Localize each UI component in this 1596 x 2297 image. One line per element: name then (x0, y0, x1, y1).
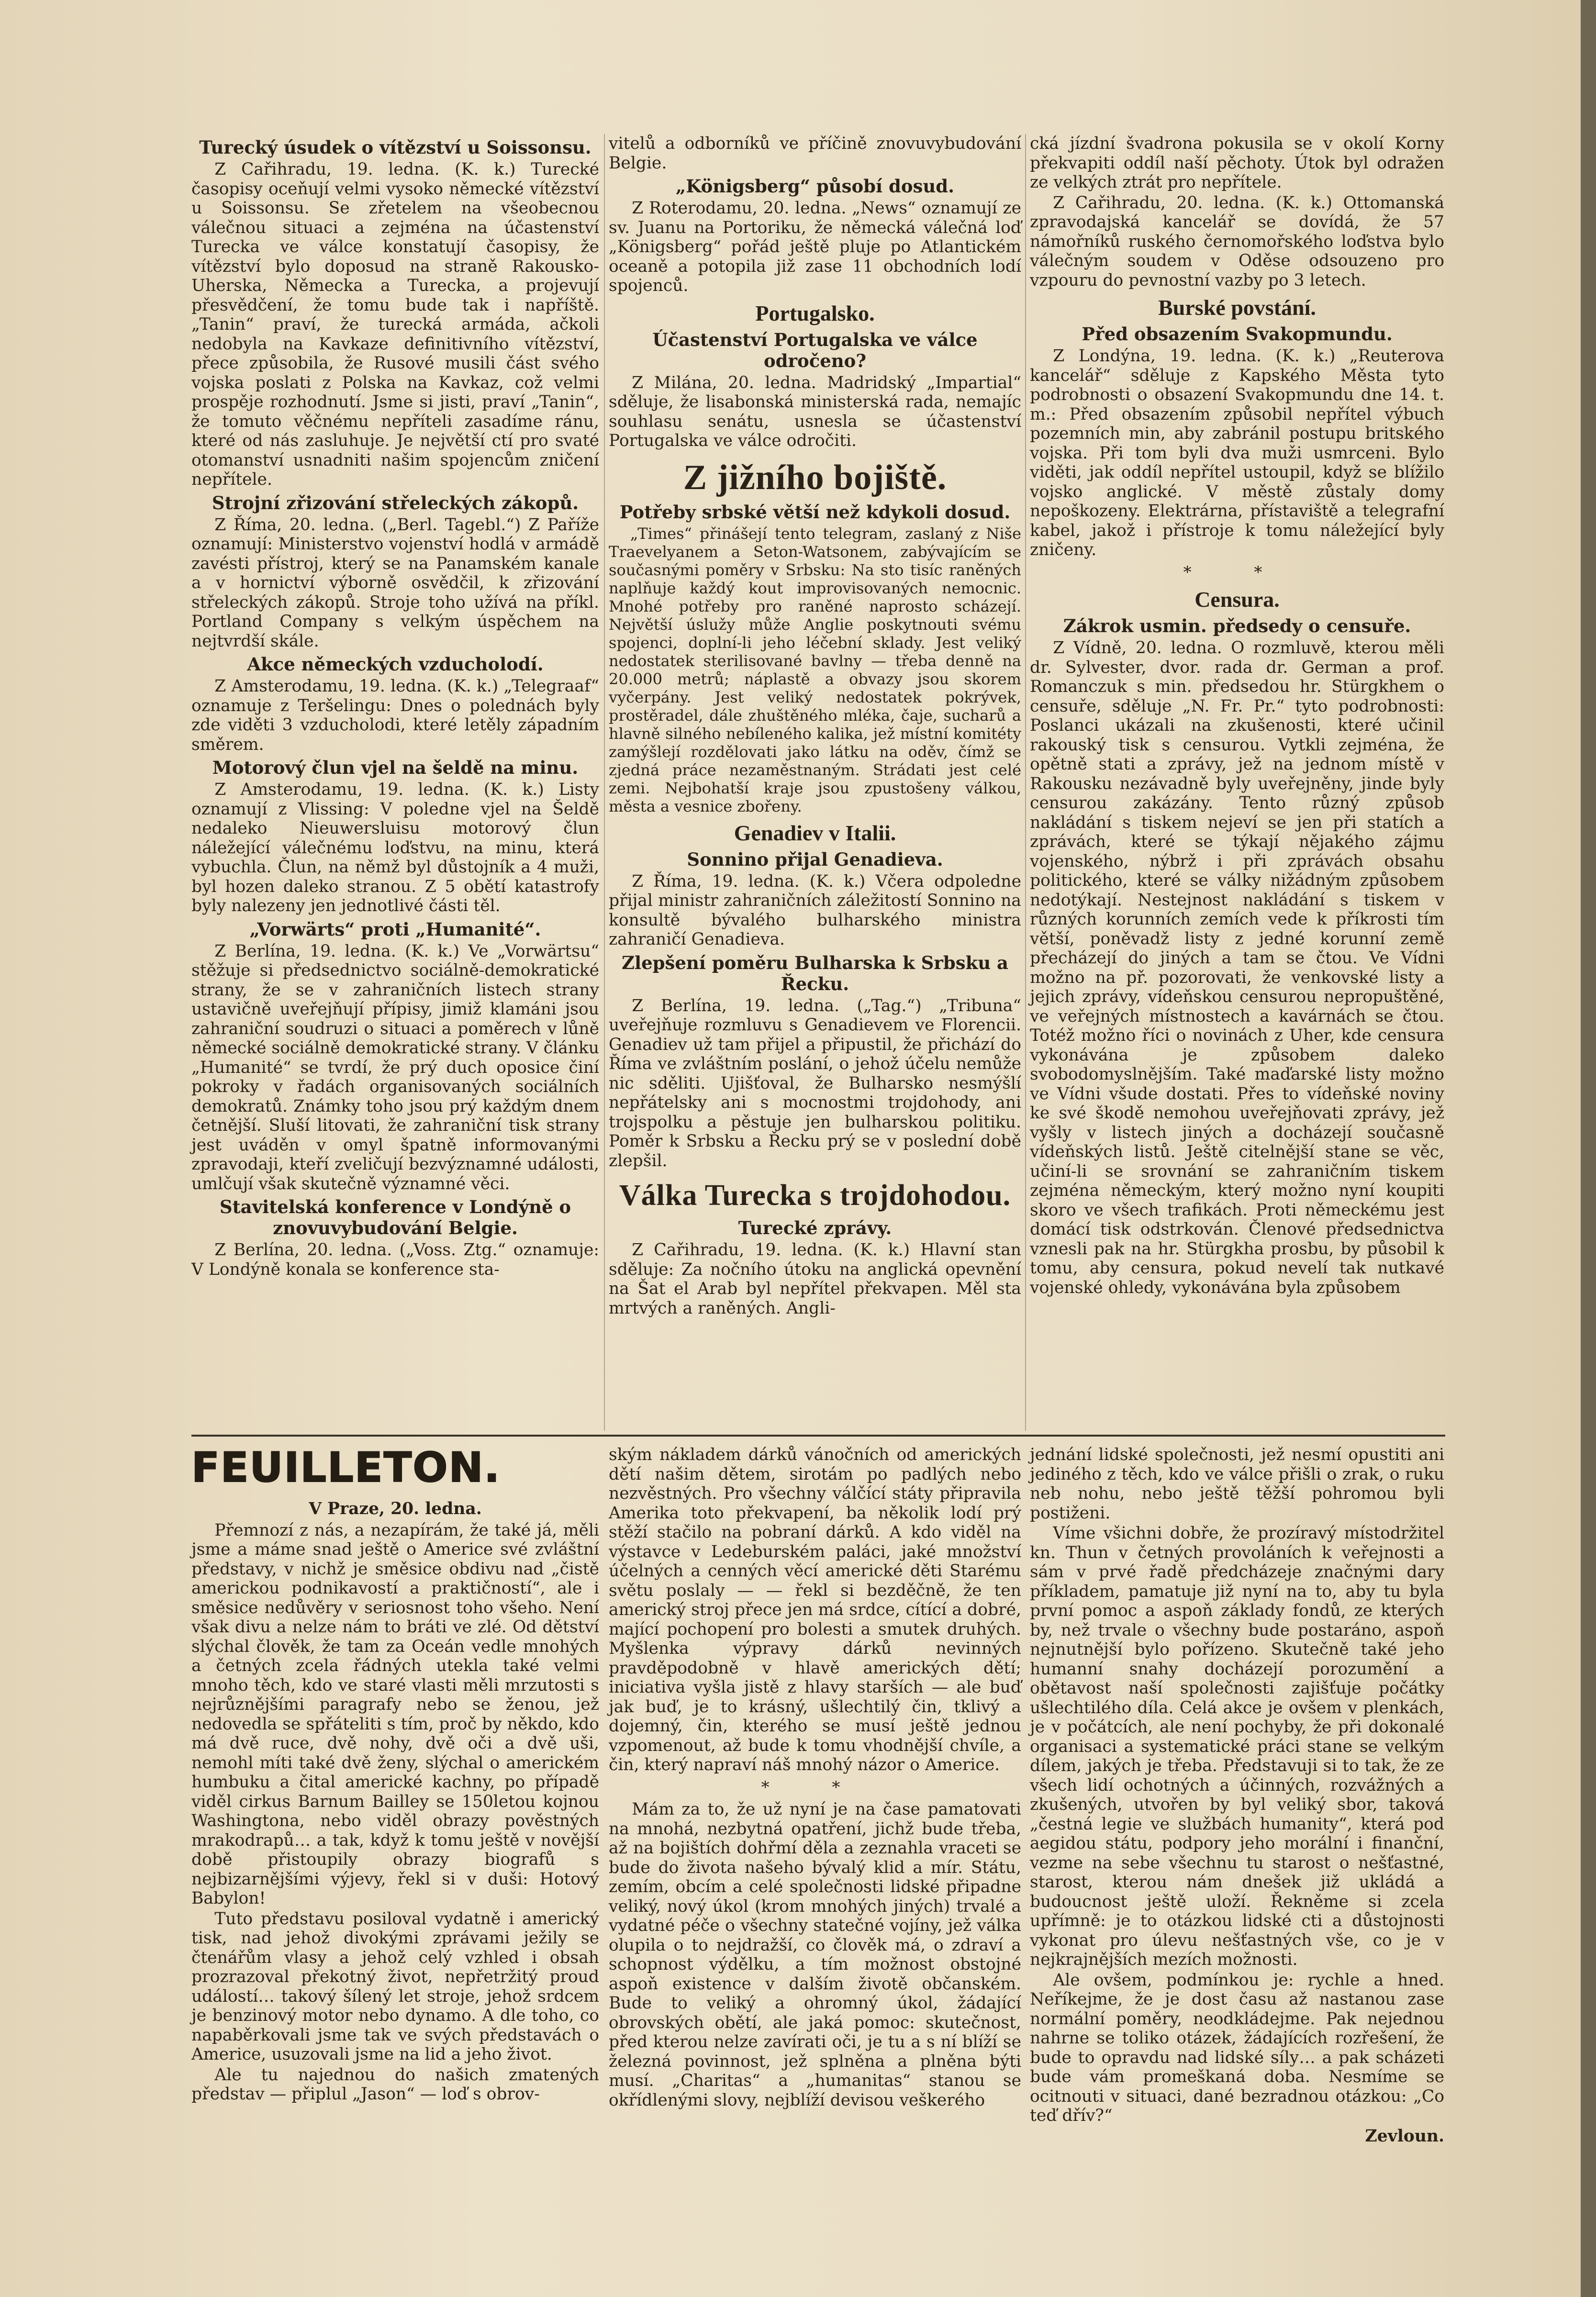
subheadline-genadiev: Sonnino přijal Genadieva. (687, 848, 943, 870)
headline-vorwarts: „Vorwärts“ proti „Humanité“. (249, 918, 541, 940)
feuilleton-para-7: Víme všichni dobře, že prozíravý místodržitel kn. Thun v četných provoláních k veřejnosti a sám v prvé řadě předcházeje značnými dary příkladem, pamatuje již nyní na to, aby tu byla první pomoc a aspoň základy fondů, ze kterých by, než trvale o všechny bude postaráno, aspoň nejnutnější bylo pořízeno. Skutečně také jeho humanní snahy docházejí porozumění a obětavost naší společnosti zajišťuje počátky ušlechtilého díla. Celá akce je ovšem v plenkách, je v počátcích, ale není pochyby, že při dokonalé organisaci a systematické práci stane se velkým dílem, jakých je třeba. Představuji si to tak, že ze všech lidí ochotných a účinných, rozvážných a zkušených, utvořen by byl veliký sbor, taková „čestná legie ve službách humanity“, která pod aegidou státu, podpory jeho morální i finanční, vezme na sebe všechnu tu starost o nešťastné, starost, kterou nám dnešek již ukládá a budoucnost ještě uloží. Řekněme si zcela upřímně: je to otázkou lidské cti a důstojnosti vykonat pro úlevu nešťastných vše, co je v nejkrajnějších mezích možnosti. (1030, 1524, 1444, 1969)
section-turkey-war: Válka Turecka s trojdohodou. (619, 1179, 1011, 1212)
feuilleton-para-5: Mám za to, že už nyní je na čase pamatovati na mnohá, nezbytná opatření, jichž bude třeba, až na bojištích dohřmí děla a zeznahla vraceti se bude do života našeho bývalý klid a mír. Státu, zemím, obcím a celé společnosti lidské připadne veliký, nový úkol (krom mnohých jiných) trvalé a vydatné péče o všechny statečné vojíny, jež válka olupila o to nejdražší, co člověk má, o zdraví a schopnost výdělku, a tím možnost obstojné aspoň existence v dalším životě občanském. Bude to veliký a ohromný úkol, žádající obrovských obětí, ale jaká pomoc: skutečnost, před kterou nelze zavírati oči, je tu a s ní blíží se železná povinnost, jež splněna a plněna býti musí. „Charitas“ a „humanitas“ stanou se okřídlenými slovy, nejblíží devisou veškerého (609, 1800, 1021, 2110)
feuilleton-para-8: Ale ovšem, podmínkou je: rychle a hned. Neříkejme, že je dost času až nastanou zase normální poměry, neodkládejme. Pak nejednou nahrne se toliko otázek, žádajících rozřešení, že bude to opravdu nad lidské síly… a pak scházeti bude vám promeškaná doba. Nesmíme se ocitnouti v situaci, dané bezradnou otázkou: „Co teď dřív?“ (1030, 1970, 1444, 2125)
article-portugal: Z Milána, 20. ledna. Madridský „Impartial“ sděluje, že lisabonská ministerská rada, nemajíc souhlasu senátu, usnesla se účastenství Portugalska ve válce odročiti. (609, 373, 1021, 450)
subheadline-portugal: Účastenství Portugalska ve válce odročeno? (652, 329, 978, 371)
article-turkish-reports: Z Cařihradu, 19. ledna. (K. k.) Hlavní stan sděluje: Za nočního útoku na anglická opevnění na Šat el Arab byl nepřítel překvapen. Měl sta mrtvých a raněných. Angli- (609, 1240, 1021, 1318)
article-cavalry: cká jízdní švadrona pokusila se v okolí Korny překvapiti oddíl naší pěchoty. Útok byl odražen ze velkých ztrát pro nepřítele. (1030, 134, 1444, 192)
feuilleton-rule (191, 1435, 1445, 1437)
headline-turkish-opinion: Turecký úsudek o vítězství u Soissonsu. (199, 137, 592, 158)
article-turkish-opinion: Z Cařihradu, 19. ledna. (K. k.) Turecké časopisy oceňují velmi vysoko německé vítězství u Soissonsu. Se zřetelem na všeobecnou válečnou situaci a zejména na účastenství Turecka ve válce konstatují časopisy, že vítězství bylo doposud na straně Rakousko-Uherska, Německa a Turecka, a projevují přesvědčení, že tomu bude tak i napříště. „Tanin“ praví, že turecká armáda, ačkoli nedobyla na Kavkaze definitivního vítězství, přece způsobila, že Rusové musili část svého vojska poslati z Polska na Kavkaz, což velmi prospěje rozhodnutí. Jsme si jisti, praví „Tanin“, že tomuto věčnému nepříteli zasadíme ránu, které od nás zasluhuje. Je největší ctí pro svaté otomanství usnadniti našim spojencům zničení nepřítele. (191, 160, 599, 489)
feuilleton-title: FEUILLETON. (191, 1444, 501, 1492)
headline-london-conference: Stavitelská konference v Londýně o znovuvybudování Belgie. (219, 1196, 571, 1238)
headline-boer-uprising: Burské povstání. (1158, 295, 1316, 320)
article-konigsberg: Z Roterodamu, 20. ledna. „News“ oznamují ze sv. Juanu na Portoriku, že německá válečná loď „Königsberg“ pořád ještě pluje po Atlantickém oceaně a potopila již zase 11 obchodních lodí spojenců. (609, 199, 1021, 295)
section-southern-front: Z jižního bojiště. (683, 457, 947, 497)
headline-zeppelins: Akce německých vzducholodí. (247, 654, 544, 675)
article-vorwarts: Z Berlína, 19. ledna. (K. k.) Ve „Vorwärtsu“ stěžuje si předsednictvo sociálně-demokratické strany, že se v zahraničních listech strany ustavičně uveřejňují přípisy, jimiž klamáni jsou zahraniční soudruzi o situaci a poměrech v lůně německé sociálně demokratické strany. V článku „Humanité“ se tvrdí, že prý duch oposice činí pokroky v řadách organisovaných sociálních demokratů. Známky toho jsou prý každým dnem četnější. Sluší litovati, že zahraniční tisk strany jest uváděn v omyl špatně informovanými zpravodaji, kteří zveličují bezvýznamné události, umlčují však skutečně významné věci. (191, 941, 599, 1193)
article-boer-uprising: Z Londýna, 19. ledna. (K. k.) „Reuterova kancelář“ sděluje z Kapského Města tyto podrobnosti o obsazení Svakopmundu dne 14. t. m.: Před obsazením způsobil nepřítel výbuch pozemních min, aby zabránil postupu britského vojska. Při tom byli dva muži usmrceni. Bylo viděti, jak oddíl nepřítel ustoupil, když se blížilo vojsko anglické. V městě zůstaly domy nepoškozeny. Elektrárna, přístaviště a telegrafní kabel, jakož i přístroje k tomu náležející byly zničeny. (1030, 346, 1444, 559)
headline-trench-machines: Strojní zřizování střeleckých zákopů. (212, 492, 579, 513)
article-censorship: Z Vídně, 20. ledna. O rozmluvě, kterou měli dr. Sylvester, dvor. rada dr. German a prof. Romanczuk s min. předsedou hr. Stürgkhem o censuře, sděluje „N. Fr. Pr.“ tyto podrobnosti: Poslanci ukázali na zkušenosti, které učinil rakouský tisk s censurou. Vytkli zejména, že opětně stati a zprávy, jež na jednom místě v Rakousku nezávadně byly uveřejněny, jinde byly censurou zakázány. Tento různý způsob nakládání s tiskem nejeví se jen při statích a zprávách, které se týkají nějakého zájmu vojenského, nýbrž i při zprávách obsahu politického, které se války nižádným způsobem nedotýkají. Nestejnost nakládání s tiskem v různých korunních zemích vede k příkrosti tím větší, poněvadž listy z jedné korunní země přecházejí do jiných a tam se čtou. Ve Vídni možno na př. pozorovati, že venkovské listy a jejich zprávy, vídeňskou censurou nepropuštěné, ve veřejných místnostech a kavárnách se čtou. Totéž možno říci o novinách z Uher, kde censura vykonávána je způsobem daleko svobodomyslnějším. Také maďarské listy možno ve Vídni všude dostati. Přes to vídeňské noviny ke své škodě nemohou uveřejňovati zprávy, jež vyšly v listech jiných a docházejí současně vídeňských listů. Ještě citelnější stane se věc, učiní-li se srovnání se zahraničním tiskem zejména německým, který možno nyní koupiti skoro ve všech trafikách. Proti německému jest domácí tisk odstrkován. Členové předsednictva vznesli pak na hr. Stürgkha prosbu, by působil k tomu, aby censura, pokud nevelí tak nutkavé vojenské ohledy, vykonávána byla způsobem (1030, 638, 1444, 1297)
headline-bulgaria-relations: Zlepšení poměru Bulharska k Srbsku a Řecku. (622, 952, 1008, 994)
headline-serbian-needs: Potřeby srbské větší než kdykoli dosud. (619, 501, 1011, 523)
article-trench-machines: Z Říma, 20. ledna. („Berl. Tagebl.“) Z Paříže oznamují: Ministerstvo vojenství hodlá v armádě zavésti přístroj, který se na Panamském kanale a v hornictví výborně osvědčil, k zřizování střeleckých zákopů. Stroje toho užívá na příkl. Portland Company s velkým úspěchem na nejtvrdší skále. (191, 515, 599, 651)
subheadline-censorship: Zákrok usmin. předsedy o censuře. (1063, 615, 1411, 636)
subheadline-boer-uprising: Před obsazením Svakopmundu. (1082, 323, 1393, 345)
feuilleton-para-3: Ale tu najednou do našich zmatených představ — připlul „Jason“ — loď s obrov- (191, 2065, 599, 2104)
feuilleton-column-3 (1030, 1445, 1444, 2146)
feuilleton-para-6: jednání lidské společnosti, jež nesmí opustiti ani jediného z těch, kdo ve válce přišli o zrak, o ruku neb nohu, nebo ještě těžší pohromou byli postiženi. (1030, 1445, 1444, 1523)
column-1 (191, 134, 599, 1280)
feuilleton-para-2: Tuto představu posiloval vydatně i americký tisk, nad jehož divokými zprávami ježily se čtenářům vlasy a jehož celý vzhled i obsah prozrazoval překotný život, nepřetržitý proud událostí… takový šílený let stroje, jehož srdcem je benzinový motor nebo dynamo. A dle toho, co napaběrkovali jsme tak ve svých představách o Americe, usuzovali jsme na lid a jeho život. (191, 1909, 599, 2064)
page-edge (1581, 0, 1596, 2297)
feuilleton-signature: Zevloun. (1365, 2126, 1444, 2146)
headline-censorship: Censura. (1194, 587, 1280, 612)
article-motorboat-mine: Z Amsterodamu, 19. ledna. (K. k.) Listy oznamují z Vlissing: V poledne vjel na Šeldě nedaleko Nieuwersluisu motorový člun náležející válečnému loďstvu, na minu, která vybuchla. Člun, na němž byl důstojník a 4 muži, byl hozen daleko stranou. Z 5 obětí katastrofy byly nalezeny jen jednotlivé části těl. (191, 780, 599, 915)
headline-motorboat-mine: Motorový člun vjel na šeldě na minu. (212, 757, 579, 778)
feuilleton-dateline: V Praze, 20. ledna. (309, 1499, 482, 1518)
headline-konigsberg: „Königsberg“ působí dosud. (675, 176, 955, 197)
column-rule-2 (1025, 134, 1026, 1431)
feuilleton-para-4: ským nákladem dárků vánočních od amerických dětí našim dětem, sirotám po padlých nebo nezvěstných. Pro všechny válčící státy připravila Amerika toto překvapení, ba několik lodí prý stěží stačilo na pobraní dárků. A kdo viděl na výstavce v Ledeburském paláci, jaké množství účelných a cenných věcí americké děti Starému světu poslaly — — řekl si bezděčně, že ten americký stroj přece jen má srdce, cítící a dobré, mající pochopení pro bolesti a smutek druhých. Myšlenka výpravy dárků nevinných pravděpodobně v hlavě amerických dětí; iniciativa vyšla jistě z hlavy starších — ale buď jak buď, je to krásný, ušlechtilý čin, tklivý a dojemný, čin, kterého se musí ještě jednou vzpomenout, až bude k tomu vhodnější chvíle, a čin, který napraví náš mnohý názor o Americe. (609, 1445, 1021, 1774)
article-genadiev: Z Říma, 19. ledna. (K. k.) Včera odpoledne přijal ministr zahraničních záležitostí Sonnino na konsultě bývalého bulharského ministra zahraničí Genadieva. (609, 871, 1021, 949)
subheadline-turkish-reports: Turecké zprávy. (738, 1217, 892, 1238)
article-bulgaria-relations: Z Berlína, 19. ledna. („Tag.“) „Tribuna“ uveřejňuje rozmluvu s Genadievem ve Florencii. Genadiev už tam přijel a připustil, že přichází do Říma ve zvláštním poslání, o jehož účelu nemůže nic sděliti. Ujišťoval, že Bulharsko nesmýšlí nepřátelsky ani s mocnostmi trojdohody, ani trojspolku a pěstuje jen bulharskou politiku. Poměr k Srbsku a Řecku prý se v poslední době zlepšil. (609, 996, 1021, 1171)
headline-portugal: Portugalsko. (755, 301, 875, 325)
column-3 (1030, 134, 1444, 1298)
feuilleton-separator: * * (761, 1777, 869, 1797)
article-serbian-needs: „Times“ přinášejí tento telegram, zaslaný z Niše Traevelyanem a Seton-Watsonem, zabývajícím se současnými poměry v Srbsku: Na sto tisíc raněných naplňuje každý kout improvisovaných nemocnic. Mnohé potřeby pro raněné naprosto scházejí. Největší úslužy může Anglie poskytnouti svému spojenci, doplní-li jeho léčební sklady. Jest veliký nedostatek sterilisované bavlny — třeba denně na 20.000 metrů; náplastě a obvazy jsou skorem vyčerpány. Jest veliký nedostatek pokrývek, prostěradel, dále zhuštěného mléka, čaje, sucharů a hlavně silného nebílenéhо kalika, jež místní komitéty zamýšlejí rozdělovati jako látku na oděv, čímž se zjedná práce nezaměstnaným. Strádati jest celé zemi. Nejbohatší kraje jsou zpustošeny válkou, města a vesnice zbořeny. (609, 524, 1021, 815)
feuilleton-column-2 (609, 1445, 1021, 2111)
feuilleton-column-1 (191, 1438, 599, 2105)
column-2 (609, 134, 1021, 1319)
article-zeppelins: Z Amsterodamu, 19. ledna. (K. k.) „Telegraaf“ oznamuje z Teršelingu: Dnes o polednách byly zde viděti 3 vzducholodi, které letěly západním směrem. (191, 677, 599, 754)
article-sailors: Z Cařihradu, 20. ledna. (K. k.) Ottomanská zpravodajská kancelář se dovídá, že 57 námořníků ruského černomořského loďstva bylo válečným soudem v Oděse odsouzeno pro vzpouru do pevnostní vazby po 3 letech. (1030, 193, 1444, 290)
feuilleton-para-1: Přemnozí z nás, a nezapírám, že také já, měli jsme a máme snad ještě o Americe své zvláštní představy, v nichž je směsice obdivu nad „čistě americkou podnikavostí a praktičností“, ale i směsice nedůvěry v seriosnost toho všeho. Není však divu a nelze nám to bráti ve zlé. Od dětství slýchal člověk, že tam za Oceán vedle mnohých a četných zcela řádných utekla také velmi mnoho těch, kdo ve staré vlasti měli mrzutosti s nejrůznějšími paragrafy nebo se ženou, jež nedovedla se spřáteliti s tím, proč by někdo, kdo má dvě ruce, dvě nohy, dvě oči a dvě uši, nemohl míti také dvě ženy, slýchal o americkém humbuku a čital americké kachny, po případě viděl cirkus Barnum Bailley se 150letou kojnou Washingtona, nebo viděl obrazy pověstných mrakodrapů… a tak, když k tomu ještě v novější době přistoupily obrazy biografů s nejbizarnějšími výjevy, řekl si v duši: Hotový Babylon! (191, 1520, 599, 1908)
article-continuation: vitelů a odborníků ve příčině znovuvybudování Belgie. (609, 134, 1021, 173)
headline-genadiev: Genadiev v Italii. (734, 820, 896, 845)
column-rule-1 (604, 134, 605, 1431)
article-london-conference: Z Berlína, 20. ledna. („Voss. Ztg.“ oznamuje: V Londýně konala se konference sta- (191, 1240, 599, 1279)
separator-stars: * * (1183, 562, 1291, 582)
